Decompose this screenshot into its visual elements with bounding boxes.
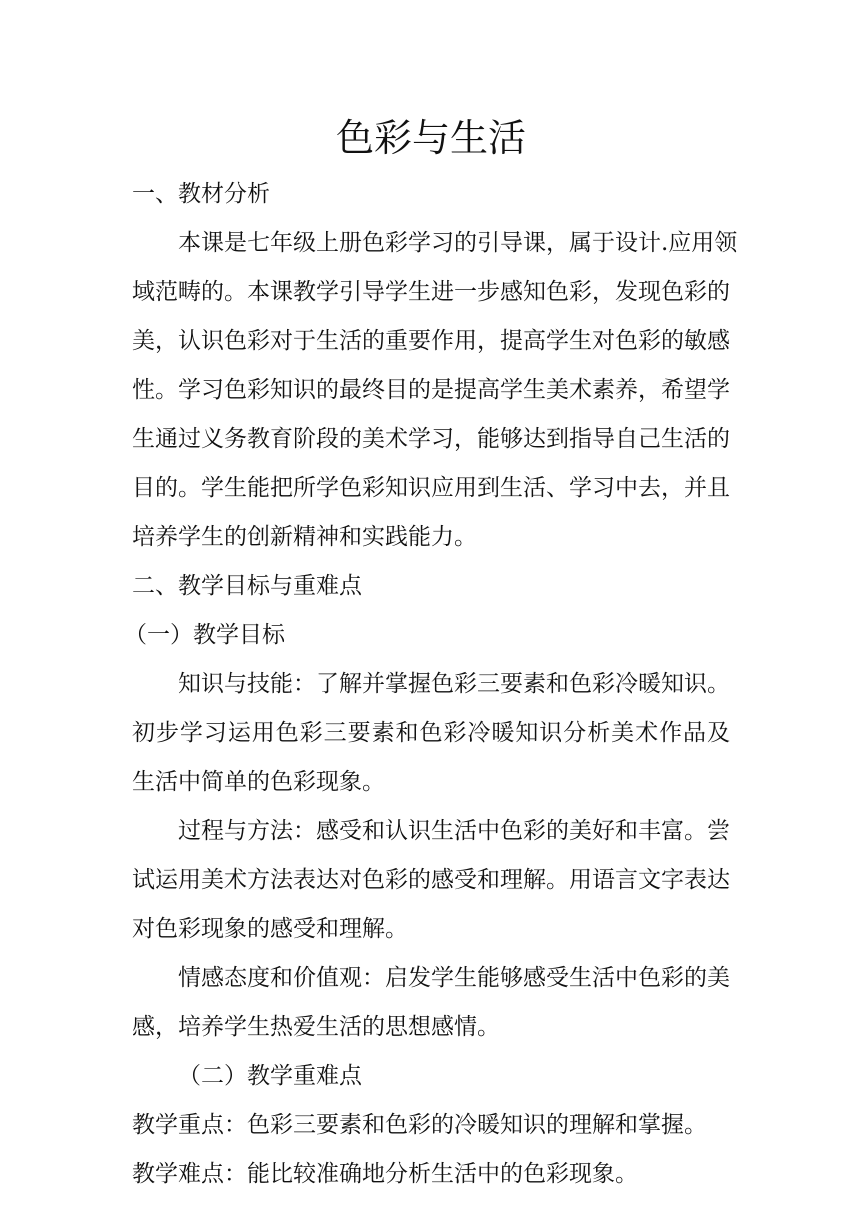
paragraph-line: 对色彩现象的感受和理解。 bbox=[132, 916, 408, 942]
spacer bbox=[132, 506, 730, 519]
subsection-heading-key-points: （二）教学重难点 bbox=[178, 1063, 362, 1089]
paragraph-line: 感，培养学生热爱生活的思想感情。 bbox=[132, 1014, 500, 1040]
paragraph-line: 目的。学生能把所学色彩知识应用到生活、学习中去，并且 bbox=[132, 475, 730, 501]
paragraph-line: 试运用美术方法表达对色彩的感受和理解。用语言文字表达 bbox=[132, 867, 730, 893]
spacer bbox=[132, 898, 730, 911]
section-heading-objectives: 二、教学目标与重难点 bbox=[132, 573, 362, 599]
paragraph-line: 本课是七年级上册色彩学习的引导课，属于设计.应用领 bbox=[178, 230, 738, 256]
paragraph-line: 生通过义务教育阶段的美术学习，能够达到指导自己生活的 bbox=[132, 426, 730, 452]
document-body bbox=[124, 176, 738, 1192]
spacer bbox=[132, 310, 730, 323]
paragraph-line: 初步学习运用色彩三要素和色彩冷暖知识分析美术作品及 bbox=[132, 720, 730, 746]
spacer bbox=[132, 604, 730, 617]
spacer bbox=[132, 261, 730, 274]
spacer bbox=[132, 751, 730, 764]
paragraph-line: 域范畴的。本课教学引导学生进一步感知色彩，发现色彩的 bbox=[132, 279, 730, 305]
spacer bbox=[132, 800, 730, 813]
spacer bbox=[132, 212, 730, 225]
spacer bbox=[132, 947, 730, 960]
spacer bbox=[132, 702, 730, 715]
spacer bbox=[132, 457, 730, 470]
section-heading-materials: 一、教材分析 bbox=[132, 181, 270, 207]
paragraph-line: 培养学生的创新精神和实践能力。 bbox=[132, 524, 477, 550]
key-point-line: 教学重点：色彩三要素和色彩的冷暖知识的理解和掌握。 bbox=[132, 1112, 707, 1138]
subsection-heading-objectives: （一）教学目标 bbox=[124, 622, 285, 648]
spacer bbox=[132, 996, 730, 1009]
paragraph-line: 知识与技能：了解并掌握色彩三要素和色彩冷暖知识。 bbox=[178, 671, 730, 697]
spacer bbox=[132, 1094, 730, 1107]
paragraph-line: 过程与方法：感受和认识生活中色彩的美好和丰富。尝 bbox=[178, 818, 730, 844]
spacer bbox=[132, 1045, 730, 1058]
paragraph-line: 性。学习色彩知识的最终目的是提高学生美术素养，希望学 bbox=[132, 377, 730, 403]
spacer bbox=[132, 408, 730, 421]
spacer bbox=[132, 1143, 730, 1156]
spacer bbox=[132, 653, 730, 666]
spacer bbox=[132, 849, 730, 862]
paragraph-line: 生活中简单的色彩现象。 bbox=[132, 769, 385, 795]
spacer bbox=[132, 359, 730, 372]
paragraph-line: 情感态度和价值观：启发学生能够感受生活中色彩的美 bbox=[178, 965, 730, 991]
document-title: 色彩与生活 bbox=[335, 116, 526, 160]
difficult-point-line: 教学难点：能比较准确地分析生活中的色彩现象。 bbox=[132, 1161, 638, 1187]
spacer bbox=[132, 555, 730, 568]
paragraph-line: 美，认识色彩对于生活的重要作用，提高学生对色彩的敏感 bbox=[132, 328, 730, 354]
